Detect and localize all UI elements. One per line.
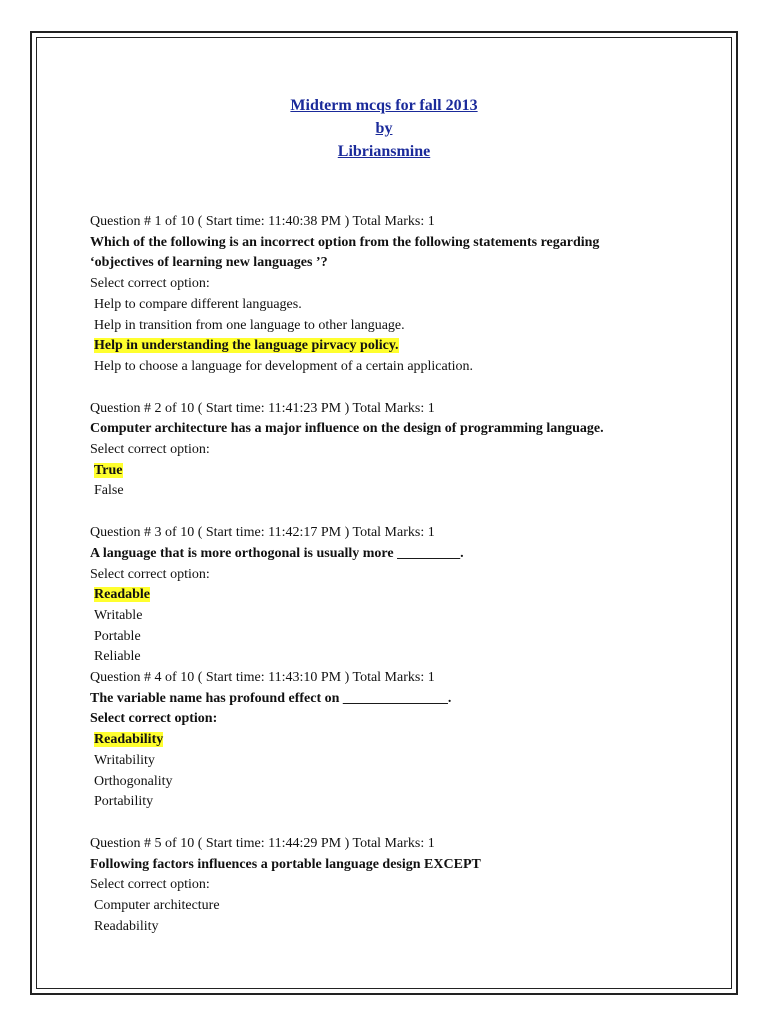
question-4 bbox=[90, 668, 690, 813]
option: Portable bbox=[94, 628, 141, 644]
question-meta: Question # 1 of 10 ( Start time: 11:40:38 PM ) Total Marks: 1 bbox=[90, 214, 435, 229]
option: Help to compare different languages. bbox=[94, 296, 302, 312]
question-meta: Question # 5 of 10 ( Start time: 11:44:29 PM ) Total Marks: 1 bbox=[90, 835, 435, 851]
option: Help to choose a language for development of a certain application. bbox=[94, 358, 474, 374]
question-meta: Question # 3 of 10 ( Start time: 11:42:17 PM ) Total Marks: 1 bbox=[90, 525, 435, 541]
header-author: Libriansmine bbox=[337, 143, 431, 160]
question-1 bbox=[90, 212, 690, 378]
correct-highlight: Readability bbox=[94, 732, 164, 748]
option: Reliable bbox=[94, 649, 141, 665]
question-meta: Question # 2 of 10 ( Start time: 11:41:23 PM ) Total Marks: 1 bbox=[90, 400, 435, 416]
select-label: Select correct option: bbox=[90, 276, 210, 292]
select-label: Select correct option: bbox=[90, 566, 210, 582]
option: Writability bbox=[94, 752, 155, 768]
correct-highlight: Readable bbox=[94, 587, 150, 603]
question-meta: Question # 4 of 10 ( Start time: 11:43:10 PM ) Total Marks: 1 bbox=[90, 670, 435, 686]
question-text: Computer architecture has a major influence on the design of programming language. bbox=[90, 421, 604, 437]
question-text: Which of the following is an incorrect option from the following statements regarding bbox=[90, 234, 600, 250]
question-text: The variable name has profound effect on _______________. bbox=[90, 690, 452, 706]
option: False bbox=[94, 483, 124, 499]
question-5 bbox=[90, 834, 690, 938]
option: Help in transition from one language to other language. bbox=[94, 317, 405, 333]
option: Readability bbox=[94, 918, 159, 934]
select-label: Select correct option: bbox=[90, 442, 210, 458]
correct-highlight: Help in understanding the language pirvacy policy. bbox=[94, 338, 399, 354]
correct-highlight: True bbox=[94, 462, 123, 478]
document-header bbox=[0, 94, 768, 163]
option-correct bbox=[90, 461, 690, 482]
option-correct bbox=[90, 585, 690, 606]
question-list bbox=[90, 212, 690, 938]
question-text: A language that is more orthogonal is usually more _________. bbox=[90, 545, 464, 561]
option-correct bbox=[90, 730, 690, 751]
select-label: Select correct option: bbox=[90, 877, 210, 893]
question-text: Following factors influences a portable language design EXCEPT bbox=[90, 856, 481, 872]
question-text-continued: ‘objectives of learning new languages ’? bbox=[90, 255, 328, 271]
option-correct bbox=[90, 336, 690, 357]
question-3 bbox=[90, 523, 690, 668]
option: Computer architecture bbox=[94, 898, 220, 914]
option: Portability bbox=[94, 794, 154, 810]
option: Writable bbox=[94, 607, 143, 623]
header-by: by bbox=[375, 120, 393, 137]
select-label: Select correct option: bbox=[90, 711, 218, 727]
header-title: Midterm mcqs for fall 2013 bbox=[290, 97, 478, 114]
option: Orthogonality bbox=[94, 773, 173, 789]
question-2 bbox=[90, 399, 690, 503]
